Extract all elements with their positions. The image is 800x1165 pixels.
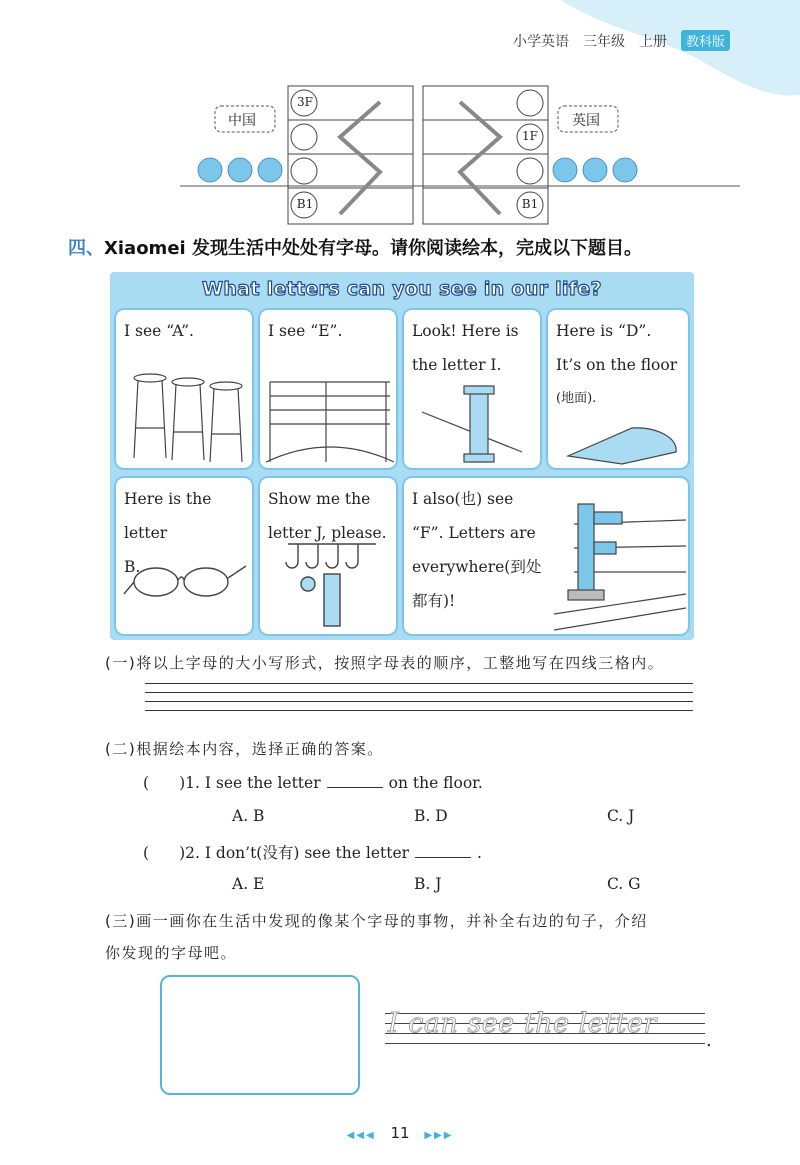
picture-book-panel — [110, 272, 694, 640]
page-footer — [0, 1124, 800, 1142]
cell-f-text: I also(也) see “F”. Letters are everywhere(到处 都有)! — [412, 490, 542, 610]
q1-option-b[interactable]: B. D — [414, 807, 448, 825]
trees-right — [553, 158, 637, 182]
q1-text-after: on the floor. — [388, 774, 483, 792]
cell-j — [258, 476, 398, 636]
sentence-period: . — [706, 1030, 712, 1051]
q1-paren: ( — [143, 774, 150, 792]
header-subject: 小学英语 — [512, 33, 569, 50]
section-text: Xiaomei 发现生活中处处有字母。请你阅读绘本，完成以下题目。 — [104, 238, 642, 259]
q1-text: I see the letter — [204, 774, 321, 792]
q2-option-b[interactable]: B. J — [414, 875, 442, 893]
trees-left — [198, 158, 282, 182]
d-floor-image — [562, 422, 682, 468]
edition-badge: 教科版 — [681, 30, 730, 51]
q2-paren-close: ) — [179, 844, 186, 862]
q2-option-a[interactable]: A. E — [232, 875, 265, 893]
part2-label: (二)根据绘本内容，选择正确的答案。 — [105, 740, 384, 758]
header-volume: 上册 — [638, 33, 667, 50]
q1-number: 1. — [185, 774, 200, 792]
q2-paren: ( — [143, 844, 150, 862]
floor-b1-right: B1 — [521, 197, 539, 211]
q2-answer-blank[interactable] — [415, 844, 471, 858]
cell-i — [402, 308, 542, 470]
four-line-grid — [145, 683, 693, 719]
q2-text: I don’t(没有) see the letter — [204, 844, 410, 862]
section-number: 四、 — [68, 238, 104, 259]
page-header — [513, 30, 730, 51]
header-grade: 三年级 — [582, 33, 625, 50]
label-china: 中国 — [228, 113, 256, 129]
cell-j-text: Show me the letter J, please. — [268, 490, 387, 542]
q1-option-c[interactable]: C. J — [607, 807, 635, 825]
section-title — [68, 234, 642, 260]
f-fence-image — [554, 494, 686, 632]
floor-3f: 3F — [297, 95, 313, 109]
railing-image — [266, 362, 394, 466]
part1-label: (一)将以上字母的大小写形式，按照字母表的顺序，工整地写在四线三格内。 — [105, 654, 665, 672]
cell-b-text: Here is the letter B. — [124, 490, 212, 576]
q2-option-c[interactable]: C. G — [607, 875, 641, 893]
footer-right-arrows: ▶▶▶ — [424, 1130, 454, 1141]
floor-1f: 1F — [522, 129, 538, 143]
q2-text-after: . — [477, 844, 482, 862]
part3-label-line2: 你发现的字母吧。 — [105, 944, 238, 962]
part3-label-line1: (三)画一画你在生活中发现的像某个字母的事物，并补全右边的句子，介绍 — [105, 912, 648, 930]
cell-b — [114, 476, 254, 636]
cell-e — [258, 308, 398, 470]
label-uk: 英国 — [572, 113, 600, 129]
page-number: 11 — [390, 1124, 410, 1142]
cell-a-text: I see “A”. — [124, 322, 194, 340]
floor-b1-left: B1 — [296, 197, 314, 211]
stools-image — [130, 368, 248, 464]
hooks-image — [284, 540, 380, 632]
glasses-image — [122, 550, 250, 606]
cell-e-text: I see “E”. — [268, 322, 343, 340]
drawing-box[interactable] — [160, 975, 360, 1095]
question-2 — [143, 841, 482, 863]
panel-title: What letters can you see in our life? — [202, 278, 602, 300]
cell-d-text: Here is “D”. It’s on the floor (地面). — [556, 322, 678, 406]
q1-paren-close: ) — [179, 774, 186, 792]
q1-answer-blank[interactable] — [327, 774, 383, 788]
q2-number: 2. — [185, 844, 200, 862]
footer-left-arrows: ◀◀◀ — [346, 1130, 376, 1141]
sign-pillar-image — [422, 382, 522, 466]
cell-d — [546, 308, 690, 470]
question-1 — [143, 774, 483, 792]
cell-i-text: Look! Here is the letter I. — [412, 322, 519, 374]
floor-illustration — [180, 82, 740, 227]
cell-a — [114, 308, 254, 470]
trace-sentence: I can see the letter — [388, 1008, 657, 1039]
cell-f — [402, 476, 690, 636]
q1-option-a[interactable]: A. B — [232, 807, 265, 825]
